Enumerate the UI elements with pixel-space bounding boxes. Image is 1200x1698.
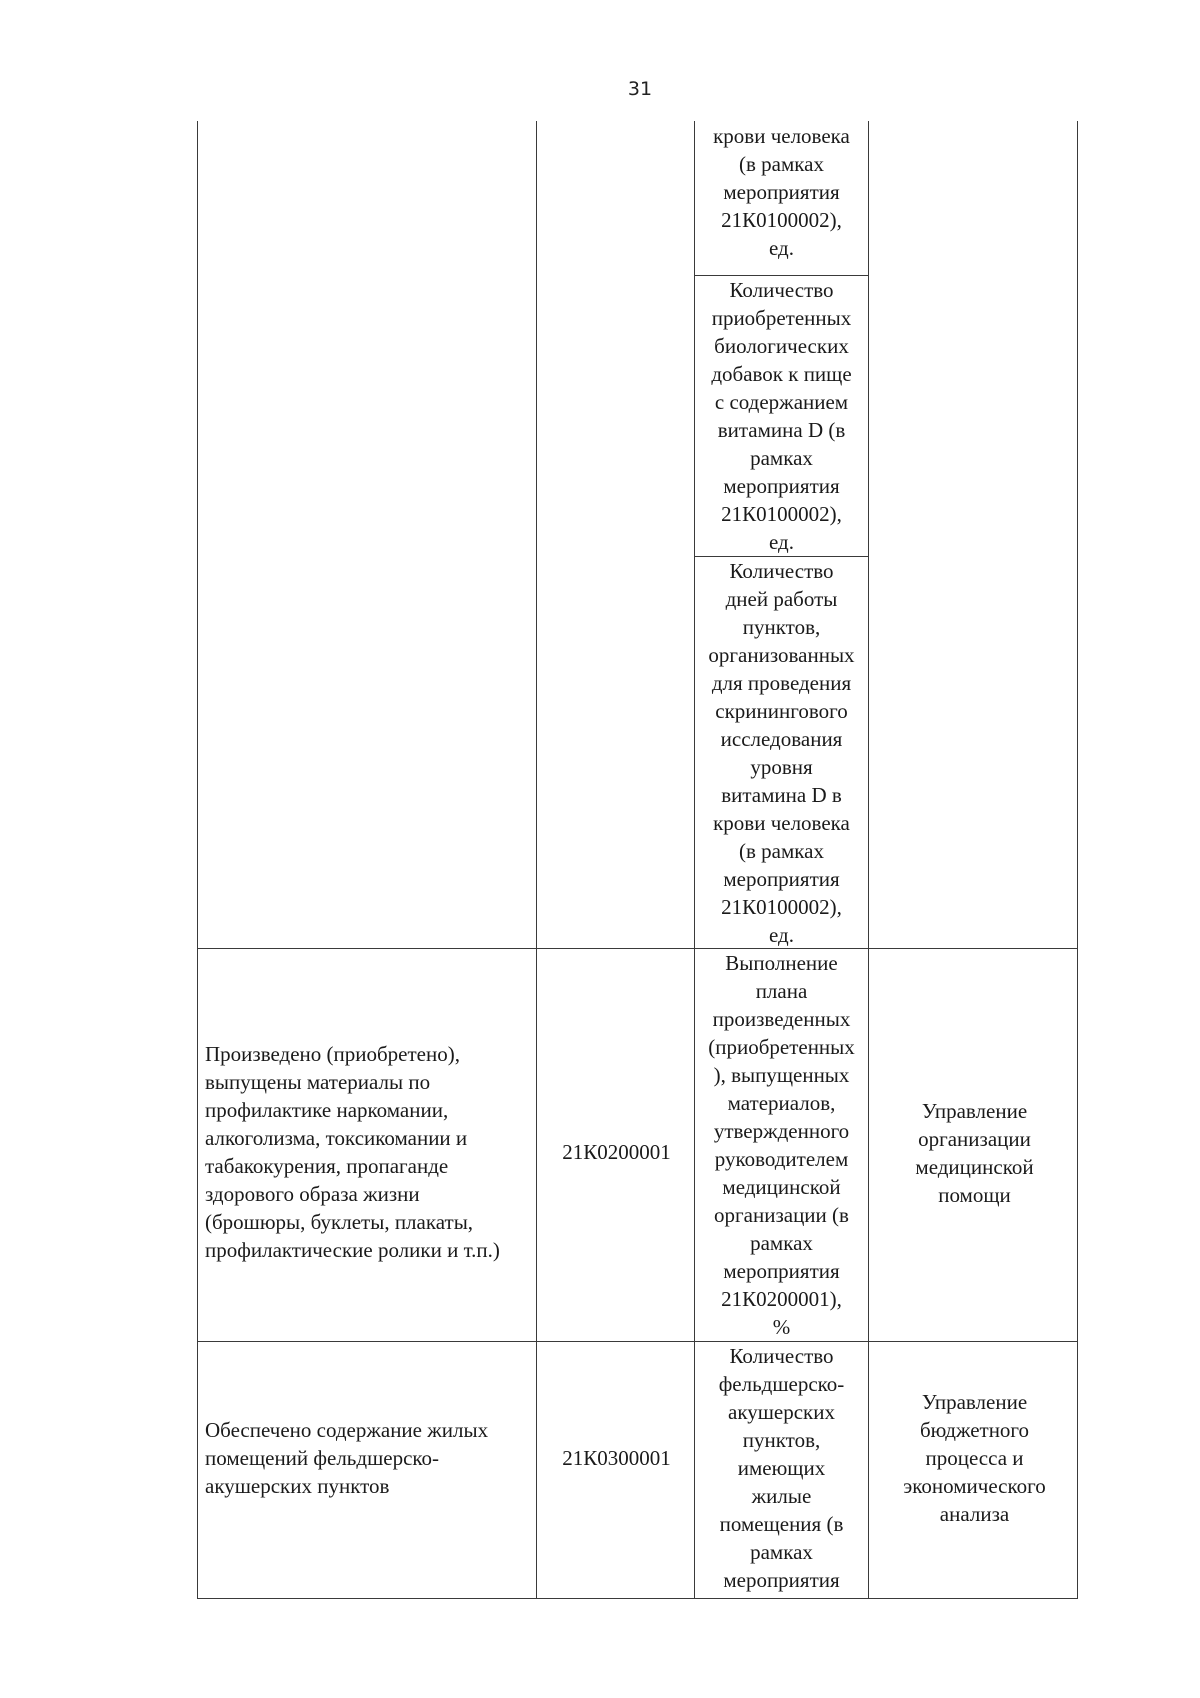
indicator-cell: Количество фельдшерско- акушерских пунктов, имеющих жилые помещения (в рамках мероприятия: [718, 1344, 845, 1592]
table-line: [197, 948, 1078, 949]
table-line: [1077, 121, 1078, 1599]
indicator-cell: Выполнение плана произведенных (приобретенных ), выпущенных материалов, утвержденного руководителем медицинской организации (в рамках мероприятия 21К0200001), %: [708, 951, 855, 1339]
table-line: [536, 121, 537, 1599]
result-cell: Обеспечено содержание жилых помещений фельдшерско- акушерских пунктов: [205, 1418, 489, 1498]
measures-table: [197, 121, 1079, 1599]
responsible-cell: Управление бюджетного процесса и экономического анализа: [903, 1390, 1046, 1526]
code-cell: 21К0200001: [562, 1140, 671, 1164]
table-line: [868, 121, 869, 1599]
responsible-cell: Управление организации медицинской помощи: [915, 1099, 1034, 1207]
indicator-cell: Количество дней работы пунктов, организованных для проведения скринингового исследования уровня витамина D в крови человека (в рамках мероприятия 21К0100002), ед.: [708, 559, 855, 947]
page-number: 31: [627, 78, 653, 100]
table-line: [197, 1598, 1078, 1599]
code-cell: 21К0300001: [562, 1446, 671, 1470]
indicator-cell: крови человека (в рамках мероприятия 21К0100002), ед.: [713, 124, 850, 260]
table-line: [197, 1341, 1078, 1342]
indicator-cell: Количество приобретенных биологических добавок к пище с содержанием витамина D (в рамках мероприятия 21К0100002), ед.: [711, 278, 852, 554]
table-line: [197, 121, 198, 1599]
result-cell: Произведено (приобретено), выпущены материалы по профилактике наркомании, алкоголизма, токсикомании и табакокурения, пропаганде здорового образа жизни (брошюры, буклеты, плакаты, профилактические ролики и т.п.): [205, 1042, 500, 1262]
